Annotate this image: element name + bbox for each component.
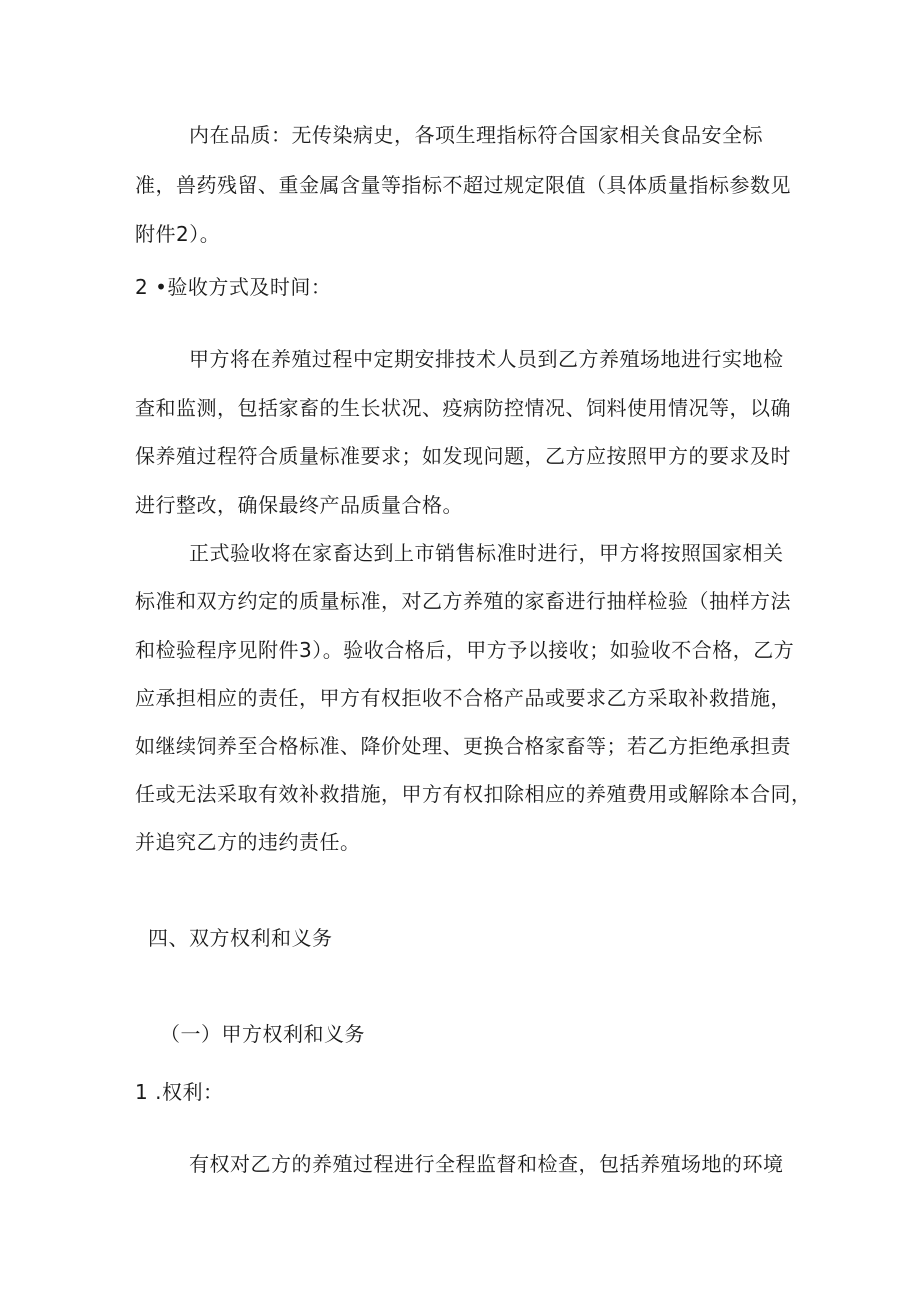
inspection-paragraph-line-4: 进行整改，确保最终产品质量合格。 [135, 493, 463, 517]
chapter-heading-rights: 四、双方权利和义务 [148, 926, 333, 950]
acceptance-paragraph-line-2: 标准和双方约定的质量标准，对乙方养殖的家畜进行抽样检验（抽样方法 [135, 589, 791, 613]
acceptance-paragraph-line-7: 并追究乙方的违约责任。 [135, 830, 361, 854]
acceptance-paragraph-line-6: 任或无法采取有效补救措施，甲方有权扣除相应的养殖费用或解除本合同， [135, 782, 812, 806]
quality-paragraph-line-2: 准，兽药残留、重金属含量等指标不超过规定限值（具体质量指标参数见 [135, 173, 791, 197]
acceptance-paragraph-line-4: 应承担相应的责任，甲方有权拒收不合格产品或要求乙方采取补救措施， [135, 686, 791, 710]
acceptance-paragraph-line-3: 和检验程序见附件3）。验收合格后，甲方予以接收；如验收不合格，乙方 [135, 638, 795, 662]
quality-paragraph-line-1: 内在品质：无传染病史，各项生理指标符合国家相关食品安全标 [189, 123, 763, 147]
section-heading-acceptance: 2 •验收方式及时间： [135, 275, 332, 299]
rights-paragraph-line-1: 有权对乙方的养殖过程进行全程监督和检查，包括养殖场地的环境 [189, 1152, 784, 1176]
quality-paragraph-line-3: 附件2）。 [135, 222, 221, 246]
inspection-paragraph-line-2: 查和监测，包括家畜的生长状况、疫病防控情况、饲料使用情况等，以确 [135, 396, 791, 420]
subheading-rights: 1 .权利： [135, 1080, 224, 1104]
acceptance-paragraph-line-1: 正式验收将在家畜达到上市销售标准时进行，甲方将按照国家相关 [189, 541, 784, 565]
subheading-party-a-rights: （一）甲方权利和义务 [160, 1022, 365, 1046]
acceptance-paragraph-line-5: 如继续饲养至合格标准、降价处理、更换合格家畜等；若乙方拒绝承担责 [135, 734, 791, 758]
inspection-paragraph-line-3: 保养殖过程符合质量标准要求；如发现问题，乙方应按照甲方的要求及时 [135, 444, 791, 468]
inspection-paragraph-line-1: 甲方将在养殖过程中定期安排技术人员到乙方养殖场地进行实地检 [189, 347, 784, 371]
